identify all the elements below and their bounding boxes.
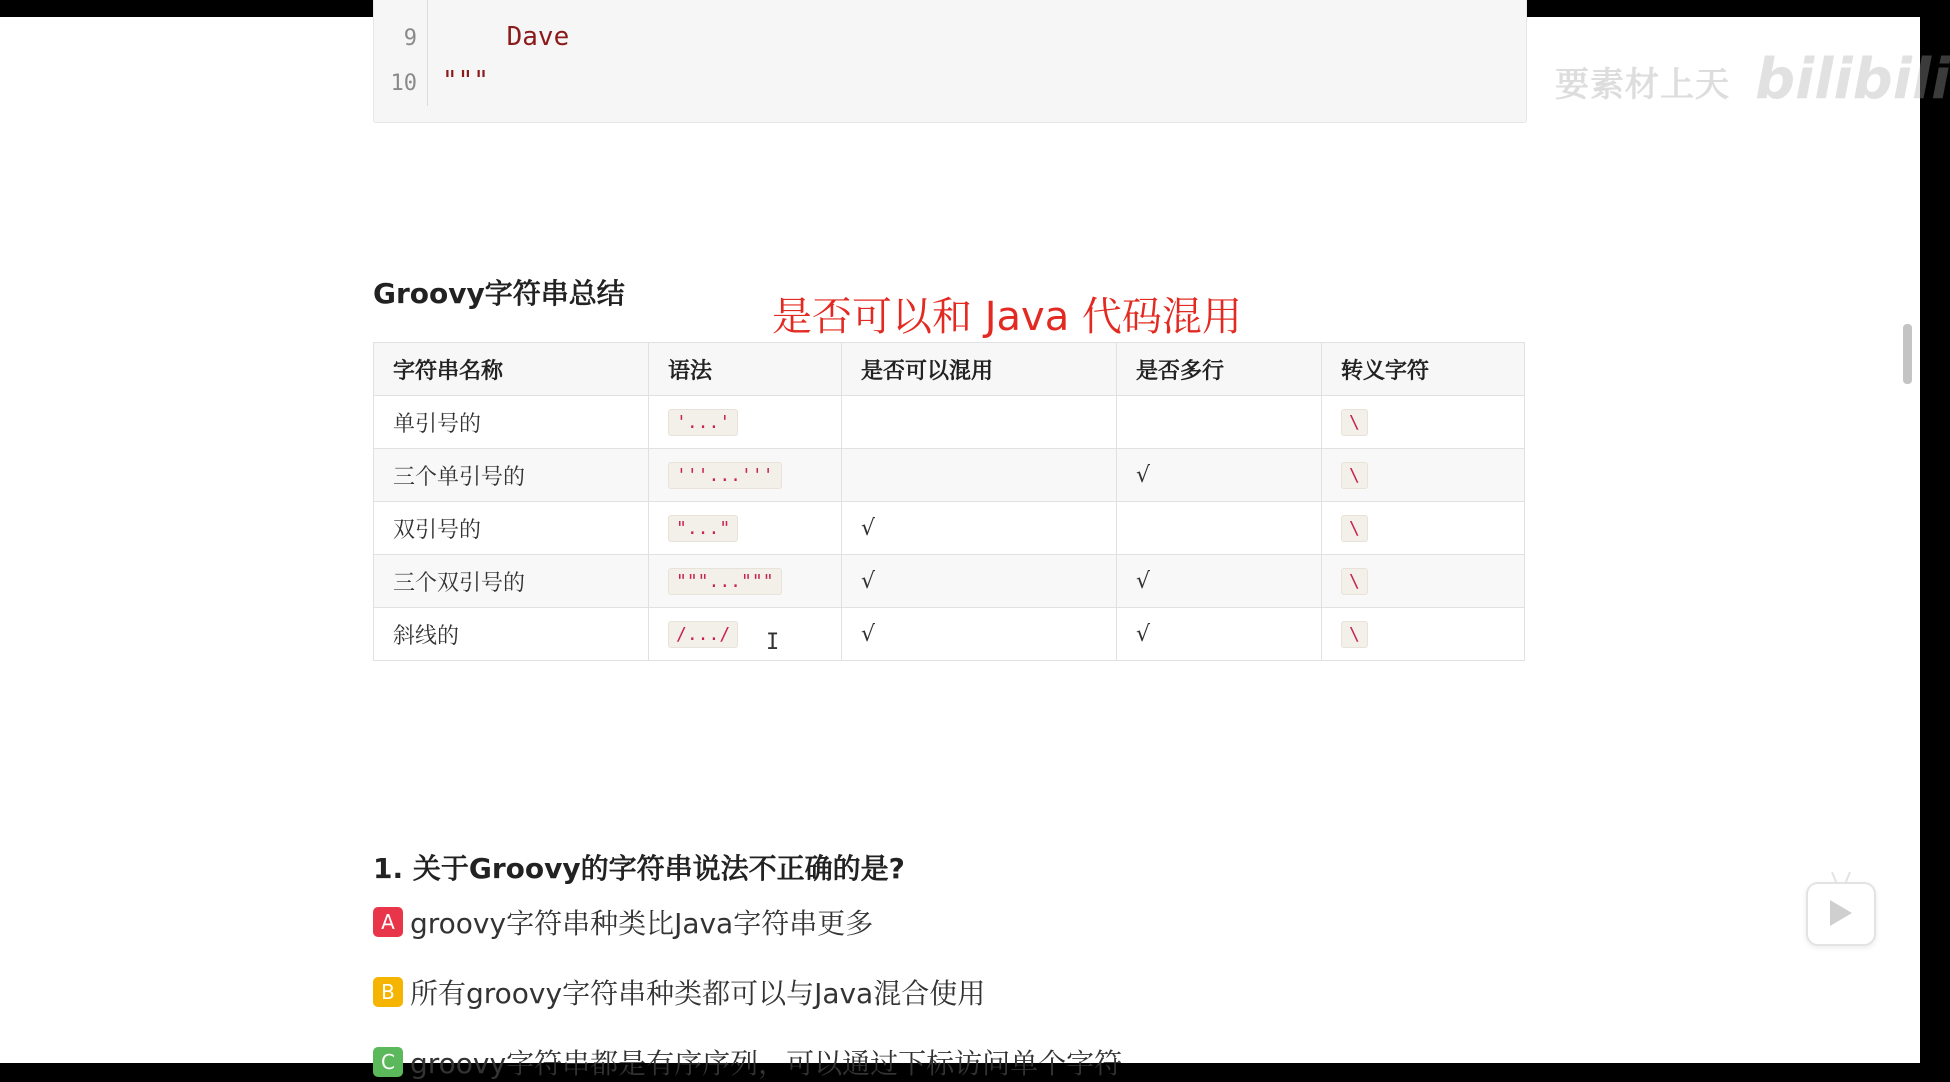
code-line: """	[442, 66, 489, 96]
header-escape: 转义字符	[1322, 343, 1525, 396]
cell-mix	[842, 396, 1117, 449]
syntax-code: /.../	[668, 621, 738, 648]
cell-mix: √	[842, 608, 1117, 661]
line-number: 9	[403, 26, 417, 51]
cell-multiline	[1117, 502, 1322, 555]
floating-play-button[interactable]	[1806, 882, 1876, 946]
cell-mix	[842, 449, 1117, 502]
table-row	[374, 608, 1525, 661]
cell-name: 三个单引号的	[374, 449, 649, 502]
escape-code: \	[1341, 621, 1368, 648]
table-row	[374, 555, 1525, 608]
cell-multiline: √	[1117, 555, 1322, 608]
option-b[interactable]	[373, 972, 985, 1012]
option-text: 所有groovy字符串种类都可以与Java混合使用	[410, 977, 986, 1010]
header-name: 字符串名称	[374, 343, 649, 396]
tv-antenna-icon	[1826, 872, 1856, 884]
cell-mix: √	[842, 555, 1117, 608]
option-text: groovy字符串种类比Java字符串更多	[410, 907, 874, 940]
cell-multiline: √	[1117, 608, 1322, 661]
line-number-gutter	[374, 0, 428, 106]
escape-code: \	[1341, 515, 1368, 542]
escape-code: \	[1341, 568, 1368, 595]
scrollbar-thumb[interactable]	[1903, 324, 1912, 384]
syntax-code: '''...'''	[668, 462, 782, 489]
line-number: 10	[390, 71, 417, 96]
cell-multiline	[1117, 396, 1322, 449]
code-block	[373, 0, 1527, 123]
play-icon	[1830, 900, 1852, 926]
syntax-code: """..."""	[668, 568, 782, 595]
option-c[interactable]	[373, 1042, 1122, 1082]
escape-code: \	[1341, 409, 1368, 436]
syntax-code: '...'	[668, 409, 738, 436]
red-annotation: 是否可以和 Java 代码混用	[772, 294, 1242, 340]
section-title: Groovy字符串总结	[373, 277, 625, 310]
option-text: groovy字符串都是有序序列，可以通过下标访问单个字符	[410, 1047, 1123, 1080]
bilibili-logo: bilibili	[1755, 47, 1950, 112]
cell-mix: √	[842, 502, 1117, 555]
option-badge-a: A	[373, 907, 403, 937]
question-title: 1. 关于Groovy的字符串说法不正确的是?	[373, 852, 905, 885]
header-mix: 是否可以混用	[842, 343, 1117, 396]
table-header-row	[374, 343, 1525, 396]
option-badge-b: B	[373, 977, 403, 1007]
syntax-code: "..."	[668, 515, 738, 542]
table-row	[374, 502, 1525, 555]
code-line: Dave	[444, 22, 570, 52]
cell-name: 三个双引号的	[374, 555, 649, 608]
escape-code: \	[1341, 462, 1368, 489]
cell-name: 双引号的	[374, 502, 649, 555]
cell-name: 单引号的	[374, 396, 649, 449]
option-badge-c: C	[373, 1047, 403, 1077]
cell-multiline: √	[1117, 449, 1322, 502]
header-syntax: 语法	[649, 343, 842, 396]
document-viewport	[0, 17, 1950, 1080]
table-row	[374, 396, 1525, 449]
table-row	[374, 449, 1525, 502]
option-a[interactable]	[373, 902, 873, 942]
text-cursor-icon: I	[766, 630, 780, 655]
cell-name: 斜线的	[374, 608, 649, 661]
watermark-text: 要素材上天	[1555, 65, 1730, 105]
string-summary-table	[373, 342, 1525, 661]
header-multiline: 是否多行	[1117, 343, 1322, 396]
